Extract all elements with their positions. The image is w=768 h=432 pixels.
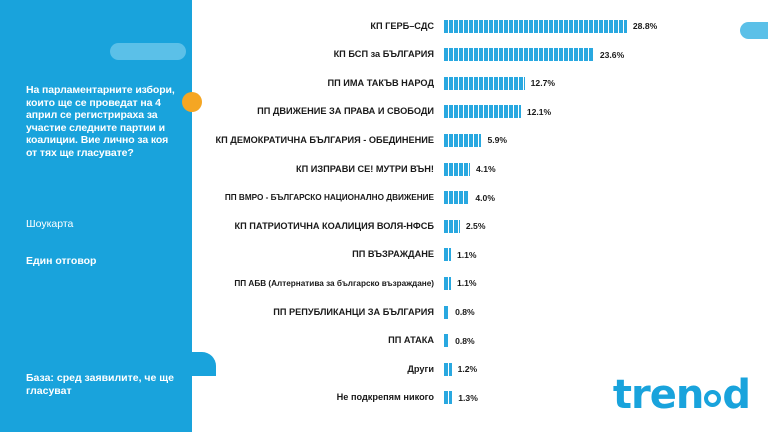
chart-row bbox=[206, 216, 768, 236]
chart-row bbox=[206, 45, 768, 65]
bar bbox=[444, 77, 525, 90]
logo-text-part2: n bbox=[675, 372, 704, 418]
category-label: Други bbox=[407, 363, 434, 374]
chart-row bbox=[206, 302, 768, 322]
bar bbox=[444, 334, 449, 347]
category-label: ПП АТАКА bbox=[388, 335, 434, 346]
decorative-pill-top bbox=[110, 43, 186, 60]
category-label: КП ПАТРИОТИЧНА КОАЛИЦИЯ ВОЛЯ-НФСБ bbox=[234, 220, 434, 231]
category-label: КП БСП за БЪЛГАРИЯ bbox=[333, 49, 434, 60]
bar-value-label: 1.2% bbox=[457, 364, 478, 375]
bar-value-label: 4.1% bbox=[476, 164, 496, 174]
chart-row bbox=[206, 159, 768, 179]
bar bbox=[444, 134, 481, 147]
bar bbox=[444, 191, 469, 204]
bar-container bbox=[444, 134, 768, 147]
bar bbox=[444, 306, 449, 319]
bar-chart bbox=[206, 0, 768, 432]
bar bbox=[444, 277, 451, 290]
bar-container bbox=[444, 105, 768, 118]
bar-value-label: 12.1% bbox=[526, 106, 552, 117]
category-label: ПП ДВИЖЕНИЕ ЗА ПРАВА И СВОБОДИ bbox=[257, 106, 434, 117]
chart-row bbox=[206, 130, 768, 150]
bar-container bbox=[444, 277, 768, 290]
bar-container bbox=[444, 77, 768, 90]
bar-value-label: 1.1% bbox=[456, 249, 477, 260]
bar-value-label: 0.8% bbox=[455, 307, 475, 317]
bar-container bbox=[444, 163, 768, 176]
bar-value-label: 23.6% bbox=[599, 49, 625, 60]
category-label: ПП ВЪЗРАЖДАНЕ bbox=[352, 249, 434, 260]
base-label: База: сред заявилите, че ще гласуват bbox=[26, 372, 174, 397]
chart-row bbox=[206, 188, 768, 208]
bar-value-label: 12.7% bbox=[530, 78, 556, 89]
bar-container bbox=[444, 220, 768, 233]
bar bbox=[444, 20, 627, 33]
bar bbox=[444, 248, 451, 261]
bar-container bbox=[444, 306, 768, 319]
left-info-panel bbox=[0, 0, 192, 432]
category-label: КП ИЗПРАВИ СЕ! МУТРИ ВЪН! bbox=[296, 163, 434, 174]
bar bbox=[444, 363, 452, 376]
chart-row bbox=[206, 16, 768, 36]
category-label: ПП РЕПУБЛИКАНЦИ ЗА БЪЛГАРИЯ bbox=[273, 306, 434, 317]
chart-row bbox=[206, 245, 768, 265]
chart-row bbox=[206, 102, 768, 122]
bar bbox=[444, 391, 452, 404]
bar-value-label: 1.1% bbox=[456, 278, 477, 289]
bar-container bbox=[444, 191, 768, 204]
category-label: ПП ИМА ТАКЪВ НАРОД bbox=[327, 77, 434, 88]
chart-row bbox=[206, 331, 768, 351]
bar-value-label: 0.8% bbox=[455, 335, 475, 346]
bar bbox=[444, 105, 521, 118]
category-label: КП ДЕМОКРАТИЧНА БЪЛГАРИЯ - ОБЕДИНЕНИЕ bbox=[215, 134, 434, 145]
category-label: ПП АБВ (Алтернатива за българско възраждане) bbox=[234, 278, 434, 288]
bar-value-label: 4.0% bbox=[475, 192, 495, 203]
bar bbox=[444, 48, 594, 61]
bar bbox=[444, 163, 470, 176]
bar-container bbox=[444, 248, 768, 261]
bar-value-label: 28.8% bbox=[632, 21, 658, 31]
bar-container bbox=[444, 334, 768, 347]
chart-row bbox=[206, 273, 768, 293]
bar-value-label: 5.9% bbox=[487, 135, 508, 146]
show-card-label: Шоукарта bbox=[26, 218, 74, 230]
logo-circle-icon bbox=[704, 390, 721, 407]
logo-text-part1: tre bbox=[612, 372, 676, 418]
category-label: ПП ВМРО - БЪЛГАРСКО НАЦИОНАЛНО ДВИЖЕНИЕ bbox=[224, 193, 434, 203]
orange-dot-accent bbox=[182, 92, 202, 112]
bar-container bbox=[444, 48, 768, 61]
bar-value-label: 1.3% bbox=[458, 392, 478, 403]
category-label: КП ГЕРБ–СДС bbox=[370, 20, 434, 31]
category-label: Не подкрепям никого bbox=[336, 392, 434, 403]
question-text: На парламентарните избори, които ще се проведат на 4 април се регистрираха за участие следните партии и коалиции. Вие лично за коя от тях ще гласувате? bbox=[26, 84, 175, 159]
bar-value-label: 2.5% bbox=[465, 221, 486, 232]
bar bbox=[444, 220, 460, 233]
bar-container bbox=[444, 20, 768, 33]
brand-logo bbox=[613, 372, 750, 418]
single-answer-label: Един отговор bbox=[26, 255, 97, 267]
chart-row bbox=[206, 73, 768, 93]
logo-text-part3: d bbox=[722, 372, 750, 418]
